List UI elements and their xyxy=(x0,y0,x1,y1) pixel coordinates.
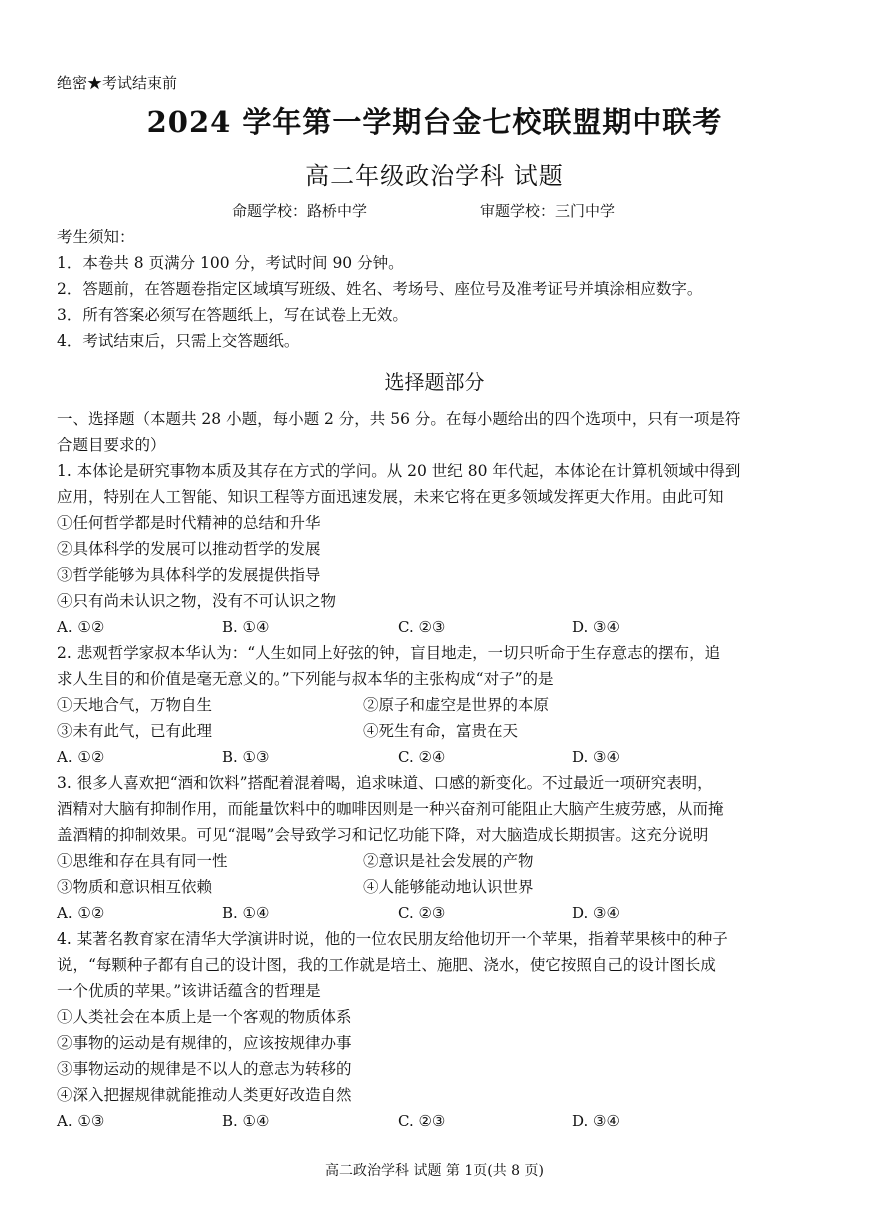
statement: ③哲学能够为具体科学的发展提供指导 xyxy=(57,566,321,584)
option-c: C. ②③ xyxy=(398,618,446,636)
question-stem: 4. 某著名教育家在清华大学演讲时说，他的一位农民朋友给他切开一个苹果，指着苹果核中的种子 xyxy=(57,930,728,948)
exam-title: 2024 学年第一学期台金七校联盟期中联考 xyxy=(146,105,723,139)
section-instruction: 合题目要求的） xyxy=(57,436,166,454)
statement: ④只有尚未认识之物，没有不可认识之物 xyxy=(57,592,337,610)
question-stem: 求人生目的和价值是毫无意义的。”下列能与叔本华的主张构成“对子”的是 xyxy=(57,670,554,688)
confidential-label: 绝密★考试结束前 xyxy=(57,74,178,92)
exam-subtitle: 高二年级政治学科 试题 xyxy=(305,162,564,190)
proposer-school: 命题学校：路桥中学 xyxy=(232,202,368,220)
statement: ②意识是社会发展的产物 xyxy=(363,852,534,870)
question-stem: 1. 本体论是研究事物本质及其存在方式的学问。从 20 世纪 80 年代起，本体论在计算机领域中得到 xyxy=(57,462,741,480)
statement: ②原子和虚空是世界的本原 xyxy=(363,696,550,714)
option-b: B. ①④ xyxy=(222,1112,270,1130)
option-b: B. ①④ xyxy=(222,618,270,636)
notice-item: 2．答题前，在答题卷指定区域填写班级、姓名、考场号、座位号及准考证号并填涂相应数字。 xyxy=(57,280,703,298)
option-a: A. ①② xyxy=(57,748,105,766)
option-c: C. ②③ xyxy=(398,1112,446,1130)
page-footer: 高二政治学科 试题 第 1页(共 8 页) xyxy=(325,1163,544,1179)
statement: ④深入把握规律就能推动人类更好改造自然 xyxy=(57,1086,352,1104)
question-stem: 3. 很多人喜欢把“酒和饮料”搭配着混着喝，追求味道、口感的新变化。不过最近一项研究表明， xyxy=(57,774,713,792)
statement: ①思维和存在具有同一性 xyxy=(57,852,228,870)
section-instruction: 一、选择题（本题共 28 小题，每小题 2 分，共 56 分。在每小题给出的四个选项中，只有一项是符 xyxy=(57,410,741,428)
option-a: A. ①② xyxy=(57,618,105,636)
option-a: A. ①③ xyxy=(57,1112,105,1130)
option-d: D. ③④ xyxy=(572,1112,620,1130)
statement: ②具体科学的发展可以推动哲学的发展 xyxy=(57,540,321,558)
question-stem: 酒精对大脑有抑制作用，而能量饮料中的咖啡因则是一种兴奋剂可能阻止大脑产生疲劳感，从而掩 xyxy=(57,800,724,818)
notice-heading: 考生须知： xyxy=(57,228,135,246)
statement: ④死生有命，富贵在天 xyxy=(363,722,519,740)
statement: ③未有此气，已有此理 xyxy=(57,722,213,740)
reviewer-school: 审题学校：三门中学 xyxy=(480,202,616,220)
option-a: A. ①② xyxy=(57,904,105,922)
statement: ③事物运动的规律是不以人的意志为转移的 xyxy=(57,1060,352,1078)
option-c: C. ②④ xyxy=(398,748,446,766)
question-stem: 应用，特别在人工智能、知识工程等方面迅速发展，未来它将在更多领域发挥更大作用。由此可知 xyxy=(57,488,724,506)
question-stem: 说，“每颗种子都有自己的设计图，我的工作就是培土、施肥、浇水，使它按照自己的设计图长成 xyxy=(57,956,716,974)
notice-item: 1．本卷共 8 页满分 100 分，考试时间 90 分钟。 xyxy=(57,254,404,272)
option-d: D. ③④ xyxy=(572,748,620,766)
statement: ④人能够能动地认识世界 xyxy=(363,878,534,896)
statement: ③物质和意识相互依赖 xyxy=(57,878,213,896)
option-b: B. ①④ xyxy=(222,904,270,922)
option-d: D. ③④ xyxy=(572,904,620,922)
question-stem: 盖酒精的抑制效果。可见“混喝”会导致学习和记忆功能下降，对大脑造成长期损害。这充分说明 xyxy=(57,826,709,844)
option-c: C. ②③ xyxy=(398,904,446,922)
statement: ②事物的运动是有规律的，应该按规律办事 xyxy=(57,1034,352,1052)
question-stem: 一个优质的苹果。”该讲话蕴含的哲理是 xyxy=(57,982,321,1000)
notice-item: 3．所有答案必须写在答题纸上，写在试卷上无效。 xyxy=(57,306,408,324)
notice-item: 4．考试结束后，只需上交答题纸。 xyxy=(57,332,300,350)
statement: ①天地合气，万物自生 xyxy=(57,696,213,714)
question-stem: 2. 悲观哲学家叔本华认为：“人生如同上好弦的钟，盲目地走，一切只听命于生存意志的摆布，追 xyxy=(57,644,721,662)
statement: ①任何哲学都是时代精神的总结和升华 xyxy=(57,514,321,532)
option-b: B. ①③ xyxy=(222,748,270,766)
option-d: D. ③④ xyxy=(572,618,620,636)
section-title: 选择题部分 xyxy=(384,370,485,394)
statement: ①人类社会在本质上是一个客观的物质体系 xyxy=(57,1008,352,1026)
